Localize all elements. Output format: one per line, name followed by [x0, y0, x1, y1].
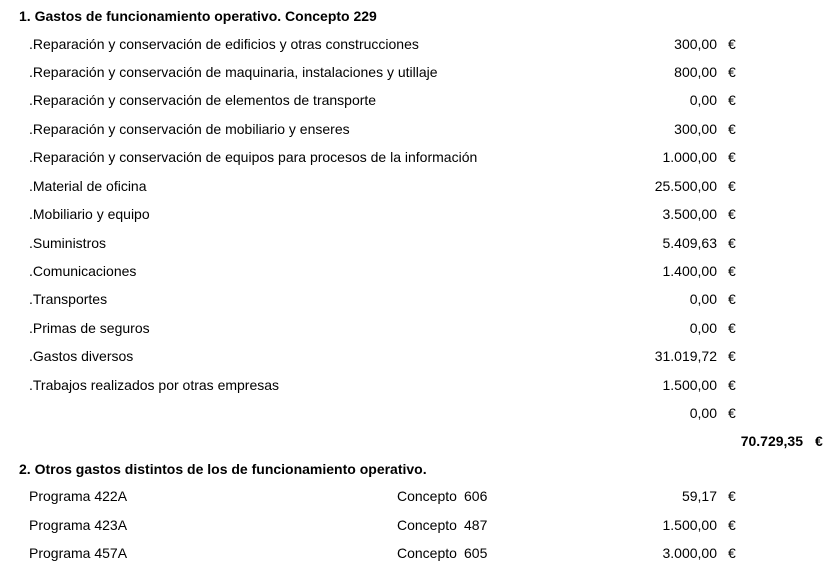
- expense-amount: 300,00: [674, 36, 717, 52]
- expense-label: .Suministros: [29, 235, 107, 251]
- expense-label: .Reparación y conservación de elementos de transporte: [29, 92, 377, 108]
- currency-symbol: €: [728, 517, 736, 533]
- program-row: [0, 517, 839, 537]
- currency-symbol: €: [728, 121, 736, 137]
- expense-row: [0, 206, 839, 226]
- expense-amount: 1.500,00: [662, 377, 717, 393]
- currency-symbol: €: [728, 263, 736, 279]
- expense-amount: 800,00: [674, 64, 717, 80]
- program-row: [0, 488, 839, 508]
- program-amount: 3.000,00: [662, 545, 717, 561]
- expense-label: .Reparación y conservación de maquinaria, instalaciones y utillaje: [29, 64, 438, 80]
- currency-symbol: €: [728, 36, 736, 52]
- currency-symbol: €: [728, 320, 736, 336]
- program-label: Programa 422A: [29, 488, 128, 504]
- expense-amount: 31.019,72: [654, 348, 717, 364]
- expense-row: [0, 235, 839, 255]
- concept-number: 606: [464, 488, 488, 504]
- expense-row: [0, 377, 839, 397]
- section2-title: 2. Otros gastos distintos de los de funcionamiento operativo.: [19, 461, 427, 477]
- expense-label: .Primas de seguros: [29, 320, 150, 336]
- total-currency-symbol: €: [815, 433, 823, 449]
- program-amount: 59,17: [681, 488, 717, 504]
- currency-symbol: €: [728, 64, 736, 80]
- currency-symbol: €: [728, 545, 736, 561]
- expense-label: .Reparación y conservación de equipos para procesos de la información: [29, 149, 478, 165]
- expense-label: .Comunicaciones: [29, 263, 137, 279]
- total-amount: 70.729,35: [740, 433, 803, 449]
- expense-amount: 5.409,63: [662, 235, 717, 251]
- expense-label: .Material de oficina: [29, 178, 147, 194]
- expense-label: .Reparación y conservación de mobiliario y enseres: [29, 121, 350, 137]
- currency-symbol: €: [728, 377, 736, 393]
- program-label: Programa 457A: [29, 545, 128, 561]
- currency-symbol: €: [728, 149, 736, 165]
- expense-amount: 1.000,00: [662, 149, 717, 165]
- concept-label: Concepto: [397, 488, 457, 504]
- expense-row: [0, 405, 839, 425]
- expense-row: [0, 64, 839, 84]
- currency-symbol: €: [728, 235, 736, 251]
- expense-label: .Mobiliario y equipo: [29, 206, 150, 222]
- expense-amount: 25.500,00: [654, 178, 717, 194]
- section1-title: 1. Gastos de funcionamiento operativo. Concepto 229: [19, 8, 377, 24]
- total-row: [0, 433, 839, 453]
- expense-amount: 0,00: [689, 405, 717, 421]
- program-row: [0, 545, 839, 565]
- expense-row: [0, 320, 839, 340]
- currency-symbol: €: [728, 178, 736, 194]
- expense-row: [0, 348, 839, 368]
- concept-number: 605: [464, 545, 488, 561]
- currency-symbol: €: [728, 206, 736, 222]
- currency-symbol: €: [728, 488, 736, 504]
- expense-amount: 3.500,00: [662, 206, 717, 222]
- concept-label: Concepto: [397, 517, 457, 533]
- expense-row: [0, 121, 839, 141]
- expense-row: [0, 92, 839, 112]
- expense-label: .Transportes: [29, 291, 108, 307]
- currency-symbol: €: [728, 405, 736, 421]
- expense-amount: 0,00: [689, 92, 717, 108]
- expense-row: [0, 178, 839, 198]
- expense-row: [0, 149, 839, 169]
- expense-row: [0, 263, 839, 283]
- expense-amount: 1.400,00: [662, 263, 717, 279]
- expense-row: [0, 291, 839, 311]
- expense-row: [0, 36, 839, 56]
- currency-symbol: €: [728, 348, 736, 364]
- expense-amount: 0,00: [689, 291, 717, 307]
- expense-label: .Gastos diversos: [29, 348, 134, 364]
- currency-symbol: €: [728, 92, 736, 108]
- concept-number: 487: [464, 517, 488, 533]
- currency-symbol: €: [728, 291, 736, 307]
- expense-label: .Trabajos realizados por otras empresas: [29, 377, 280, 393]
- expense-amount: 300,00: [674, 121, 717, 137]
- program-label: Programa 423A: [29, 517, 128, 533]
- program-amount: 1.500,00: [662, 517, 717, 533]
- expense-amount: 0,00: [689, 320, 717, 336]
- concept-label: Concepto: [397, 545, 457, 561]
- expense-label: .Reparación y conservación de edificios y otras construcciones: [29, 36, 419, 52]
